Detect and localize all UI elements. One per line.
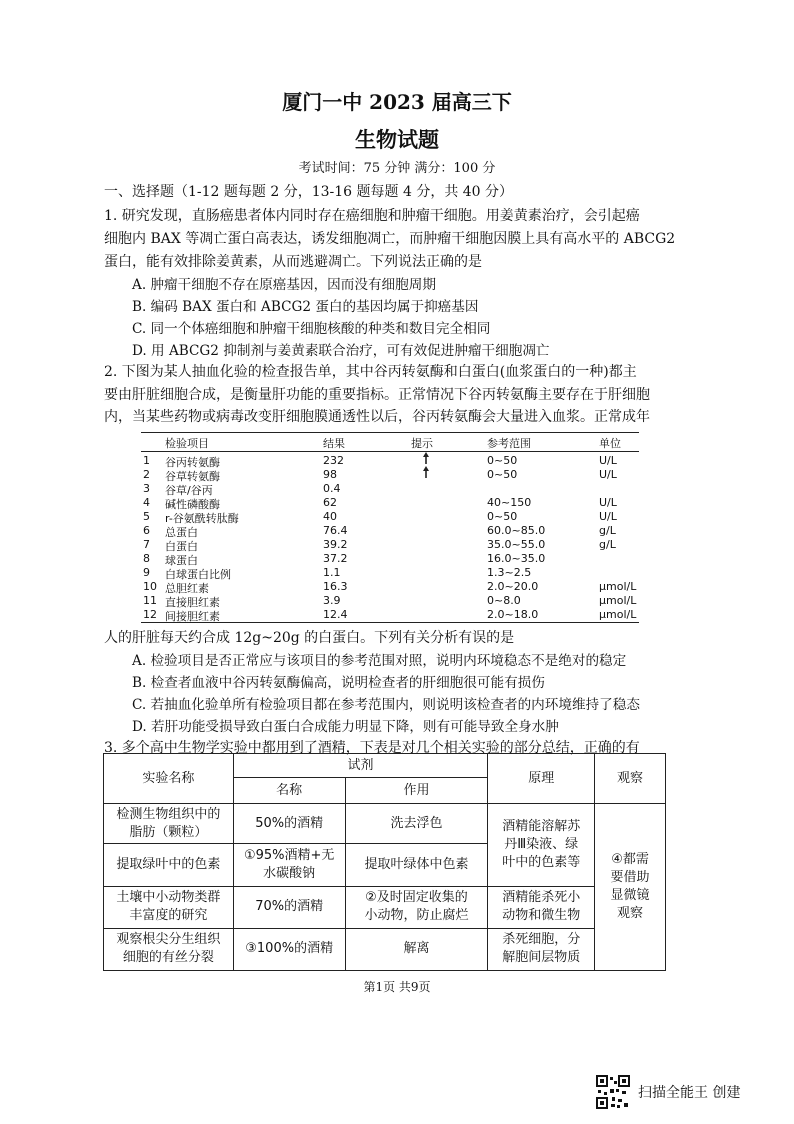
reagent-name-cell (233, 804, 345, 844)
lab-cell: 12.4 (323, 608, 348, 621)
lab-cell: 0~8.0 (487, 594, 521, 607)
cell-line: ④都需 (611, 852, 649, 868)
cell-line: 要借助 (610, 870, 650, 886)
principle-cell (488, 804, 595, 886)
lab-cell: U/L (599, 510, 617, 523)
lab-cell: 8 (143, 552, 150, 565)
lab-cell: 白球蛋白比例 (165, 568, 231, 581)
lab-cell: 球蛋白 (165, 554, 198, 567)
cell-line: 叶中的色素等 (502, 854, 581, 870)
q1-line: 1. 研究发现，直肠癌患者体内同时存在癌细胞和肿瘤干细胞。用姜黄素治疗，会引起癌 (104, 208, 640, 224)
header-experiment: 实验名称 (104, 754, 234, 804)
reagent-name-cell (233, 928, 345, 970)
q2-option-d: D. 若肝功能受损导致白蛋白合成能力明显下降，则有可能导致全身水肿 (132, 719, 559, 735)
cell-line: 70%的酒精 (255, 899, 324, 915)
lab-cell: 7 (143, 538, 150, 551)
lab-cell: 间接胆红素 (165, 610, 220, 623)
lab-cell: 76.4 (323, 524, 348, 537)
q1-option-d: D. 用 ABCG2 抑制剂与姜黄素联合治疗，可有效促进肿瘤干细胞凋亡 (132, 343, 550, 359)
cell-line: ③100%的酒精 (245, 941, 334, 957)
lab-cell: g/L (599, 538, 616, 551)
q1-line: 细胞内 BAX 等凋亡蛋白高表达，诱发细胞凋亡，而肿瘤干细胞因膜上具有高水平的 ABCG2 (104, 231, 676, 247)
cell-line: 提取叶绿体中色素 (364, 856, 469, 872)
cell-line: ①95%酒精+无 (243, 847, 335, 863)
observe-cell (595, 804, 666, 971)
high-arrow-icon (423, 452, 429, 464)
cell-line: 观察 (617, 906, 644, 922)
cell-line: 丰富度的研究 (129, 908, 208, 924)
lab-cell: 232 (323, 454, 344, 467)
q2-option-b: B. 检查者血液中谷丙转氨酶偏高，说明检查者的肝细胞很可能有损伤 (132, 675, 545, 691)
header-observe: 观察 (595, 754, 666, 804)
lab-cell: 10 (143, 580, 157, 593)
lab-cell: U/L (599, 454, 617, 467)
reagent-table (103, 753, 666, 971)
exam-title: 厦门一中 2023 届高三下 (282, 90, 512, 114)
cell-line: 解离 (403, 941, 430, 957)
lab-cell: 总蛋白 (165, 526, 198, 539)
lab-cell: 0~50 (487, 510, 518, 523)
lab-cell: 0~50 (487, 454, 518, 467)
table-header-rule (141, 451, 639, 452)
cell-line: 洗去浮色 (390, 815, 443, 831)
q2-option-a: A. 检验项目是否正常应与该项目的参考范围对照，说明内环境稳态不是绝对的稳定 (132, 653, 627, 669)
lab-cell: 直接胆红素 (165, 596, 220, 609)
lab-cell: μmol/L (599, 580, 637, 593)
lab-cell: U/L (599, 496, 617, 509)
lab-header-item: 检验项目 (165, 437, 209, 450)
q1-option-a: A. 肿瘤干细胞不存在原癌基因，因而没有细胞周期 (132, 277, 436, 293)
cell-line: 50%的酒精 (255, 815, 324, 831)
lab-cell: 11 (143, 594, 157, 607)
lab-cell: 白蛋白 (165, 540, 198, 553)
lab-header-range: 参考范围 (487, 437, 531, 450)
cell-line: 水碳酸钠 (263, 865, 316, 881)
reagent-name-cell (233, 886, 345, 928)
lab-cell: 40 (323, 510, 337, 523)
lab-cell: 1.1 (323, 566, 341, 579)
lab-cell: 40~150 (487, 496, 532, 509)
table-top-rule (141, 432, 639, 433)
exp-cell (104, 804, 234, 844)
cell-line: 动物和微生物 (502, 908, 581, 924)
cell-line: 解胞间层物质 (502, 950, 581, 966)
exp-cell (104, 886, 234, 928)
reagent-use-cell (345, 928, 488, 970)
lab-cell: r-谷氨酰转肽酶 (165, 512, 239, 525)
cell-line: 土壤中小动物类群 (116, 890, 221, 906)
q2-line: 要由肝脏细胞合成，是衡量肝功能的重要指标。正常情况下谷丙转氨酶主要存在于肝细胞 (104, 387, 650, 403)
cell-line: 丹Ⅲ染液、绿 (504, 836, 579, 852)
cell-line: ②及时固定收集的 (365, 890, 468, 906)
lab-cell: 37.2 (323, 552, 348, 565)
cell-line: 检测生物组织中的 (116, 806, 221, 822)
lab-cell: 1 (143, 454, 150, 467)
lab-cell: 39.2 (323, 538, 348, 551)
lab-cell: 62 (323, 496, 337, 509)
header-reagent-use: 作用 (345, 778, 488, 804)
lab-cell: 16.3 (323, 580, 348, 593)
reagent-use-cell (345, 886, 488, 928)
exam-meta: 考试时间：75 分钟 满分：100 分 (298, 161, 496, 176)
lab-cell: 总胆红素 (165, 582, 209, 595)
high-arrow-icon (423, 466, 429, 478)
qr-code-icon (596, 1075, 630, 1109)
exp-cell (104, 928, 234, 970)
table-bottom-rule (141, 622, 639, 623)
lab-cell: 3.9 (323, 594, 341, 607)
lab-cell: 谷草/谷丙 (165, 484, 213, 497)
cell-line: 酒精能杀死小 (502, 890, 581, 906)
lab-cell: 6 (143, 524, 150, 537)
q2-option-c: C. 若抽血化验单所有检验项目都在参考范围内，则说明该检查者的内环境维持了稳态 (132, 697, 640, 713)
cell-line: 提取绿叶中的色素 (116, 856, 221, 872)
section-heading: 一、选择题（1-12 题每题 2 分，13-16 题每题 4 分，共 40 分） (104, 184, 514, 200)
lab-cell: 5 (143, 510, 150, 523)
cell-line: 酒精能溶解苏 (502, 818, 581, 834)
reagent-name-cell (233, 844, 345, 886)
lab-cell: μmol/L (599, 594, 637, 607)
cell-line: 显微镜 (610, 888, 650, 904)
header-principle: 原理 (488, 754, 595, 804)
lab-cell: 4 (143, 496, 150, 509)
lab-cell: 谷草转氨酶 (165, 470, 220, 483)
cell-line: 观察根尖分生组织 (116, 932, 221, 948)
lab-cell: g/L (599, 524, 616, 537)
cell-line: 杀死细胞，分 (502, 932, 581, 948)
lab-header-hint: 提示 (411, 437, 433, 450)
lab-cell: 谷丙转氨酶 (165, 456, 220, 469)
cell-line: 脂肪（颗粒） (129, 824, 208, 840)
lab-cell: 98 (323, 468, 337, 481)
subject-title: 生物试题 (355, 127, 439, 152)
lab-cell: U/L (599, 468, 617, 481)
q1-option-b: B. 编码 BAX 蛋白和 ABCG2 蛋白的基因均属于抑癌基因 (132, 299, 479, 315)
lab-cell: 16.0~35.0 (487, 552, 546, 565)
header-reagent-name: 名称 (233, 778, 345, 804)
lab-cell: 2 (143, 468, 150, 481)
scanner-watermark: 扫描全能王 创建 (638, 1085, 741, 1101)
principle-cell (488, 886, 595, 928)
q2-line: 内，当某些药物或病毒改变肝细胞膜通透性以后，谷丙转氨酶会大量进入血浆。正常成年 (104, 409, 650, 425)
reagent-use-cell (345, 844, 488, 886)
lab-cell: 1.3~2.5 (487, 566, 532, 579)
q1-option-c: C. 同一个体癌细胞和肿瘤干细胞核酸的种类和数目完全相同 (132, 321, 491, 337)
page-footer: 第1页 共9页 (363, 980, 431, 994)
reagent-use-cell (345, 804, 488, 844)
q2-line: 2. 下图为某人抽血化验的检查报告单，其中谷丙转氨酶和白蛋白(血浆蛋白的一种)都主 (104, 364, 637, 380)
lab-cell: 9 (143, 566, 150, 579)
q3-line: 3. 多个高中生物学实验中都用到了酒精，下表是对几个相关实验的部分总结，正确的有 (104, 740, 640, 756)
lab-cell: 35.0~55.0 (487, 538, 546, 551)
lab-cell: 60.0~85.0 (487, 524, 546, 537)
lab-cell: μmol/L (599, 608, 637, 621)
lab-cell: 碱性磷酸酶 (165, 498, 220, 511)
lab-header-unit: 单位 (599, 437, 621, 450)
cell-line: 小动物，防止腐烂 (364, 908, 469, 924)
header-reagent: 试剂 (233, 754, 488, 778)
lab-header-result: 结果 (323, 437, 345, 450)
exp-cell (104, 844, 234, 886)
lab-cell: 2.0~18.0 (487, 608, 539, 621)
lab-cell: 3 (143, 482, 150, 495)
cell-line: 细胞的有丝分裂 (122, 950, 214, 966)
lab-cell: 0~50 (487, 468, 518, 481)
q2-continue: 人的肝脏每天约合成 12g~20g 的白蛋白。下列有关分析有误的是 (104, 630, 515, 646)
principle-cell (488, 928, 595, 970)
lab-cell: 2.0~20.0 (487, 580, 539, 593)
lab-cell: 12 (143, 608, 157, 621)
lab-cell: 0.4 (323, 482, 341, 495)
q1-line: 蛋白，能有效排除姜黄素，从而逃避凋亡。下列说法正确的是 (104, 254, 482, 270)
